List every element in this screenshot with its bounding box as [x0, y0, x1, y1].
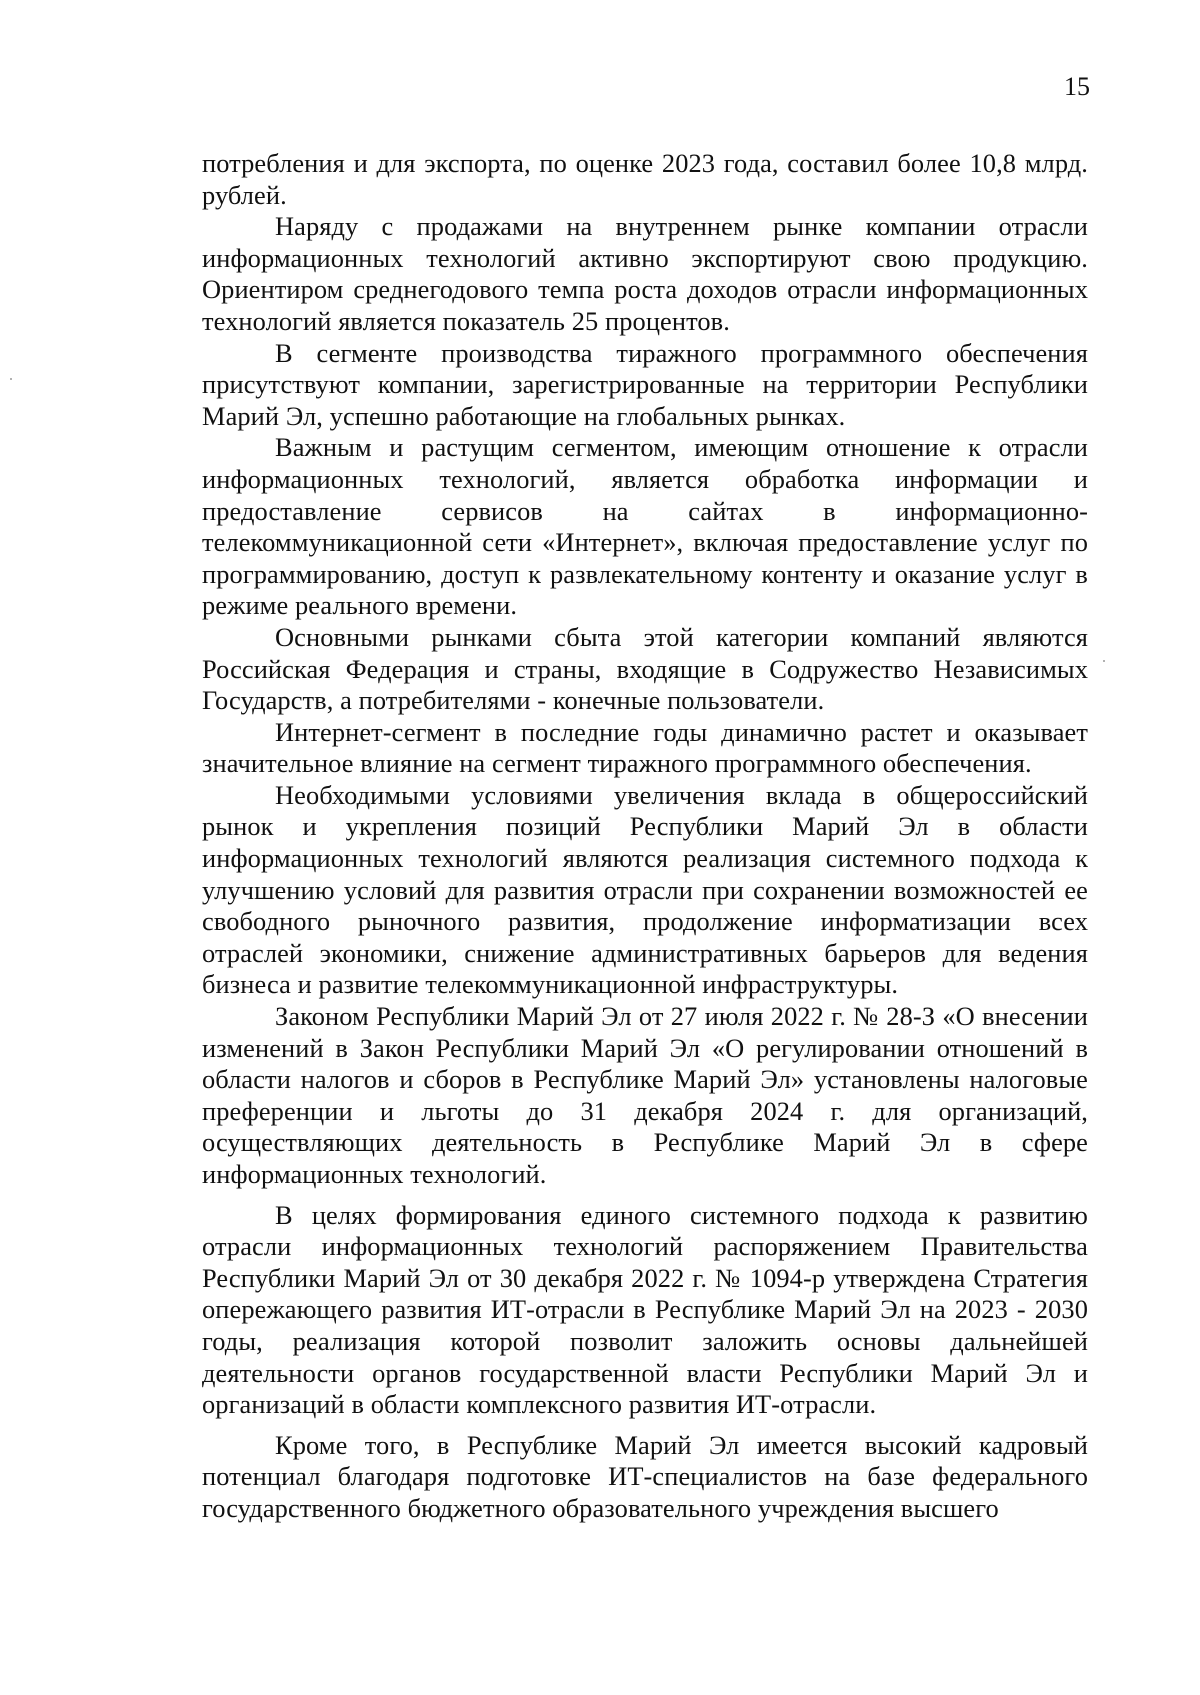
paragraph-software-segment: В сегменте производства тиражного программного обеспечения присутствуют компании, зарегистрированные на территории Республики Марий Эл, успешно работающие на глобальных рынках.: [202, 337, 1088, 431]
page-number: 15: [1064, 72, 1090, 101]
paragraph-internet-segment: Интернет-сегмент в последние годы динамично растет и оказывает значительное влияние на сегмент тиражного программного обеспечения.: [202, 716, 1088, 779]
paragraph-development-conditions: Необходимыми условиями увеличения вклада в общероссийский рынок и укрепления позиций Республики Марий Эл в области информационных технологий являются реализация системного подхода к улучшению условий для развития отрасли при сохранении возможностей ее свободного рыночного развития, продолжение информатизации всех отраслей экономики, снижение административных барьеров для ведения бизнеса и развитие телекоммуникационной инфраструктуры.: [202, 779, 1088, 1000]
paragraph-internet-services: Важным и растущим сегментом, имеющим отношение к отрасли информационных технологий, является обработка информации и предоставление сервисов на сайтах в информационно-телекоммуникационной сети «Интернет», включая предоставление услуг по программированию, доступ к развлекательному контенту и оказание услуг в режиме реального времени.: [202, 432, 1088, 621]
paragraph-export-estimate: потребления и для экспорта, по оценке 2023 года, составил более 10,8 млрд. рублей.: [202, 148, 1088, 210]
paragraph-sales-markets: Основными рынками сбыта этой категории компаний являются Российская Федерация и страны, входящие в Содружество Независимых Государств, а потребителями - конечные пользователи.: [202, 621, 1088, 716]
scan-speck: [10, 378, 12, 380]
paragraph-tax-law: Законом Республики Марий Эл от 27 июля 2022 г. № 28-З «О внесении изменений в Закон Республики Марий Эл «О регулировании отношений в области налогов и сборов в Республике Марий Эл» установлены налоговые преференции и льготы до 31 декабря 2024 г. для организаций, осуществляющих деятельность в Республике Марий Эл в сфере информационных технологий.: [202, 1001, 1088, 1189]
paragraph-human-resources: Кроме того, в Республике Марий Эл имеется высокий кадровый потенциал благодаря подготовке ИТ-специалистов на базе федерального государственного бюджетного образовательного учреждения высшего: [202, 1429, 1088, 1523]
paragraph-it-exports: Наряду с продажами на внутреннем рынке компании отрасли информационных технологий активно экспортируют свою продукцию. Ориентиром среднегодового темпа роста доходов отрасли информационных технологий является показатель 25 процентов.: [202, 211, 1088, 336]
document-body: [202, 148, 1088, 1525]
paragraph-it-strategy: В целях формирования единого системного подхода к развитию отрасли информационных технологий распоряжением Правительства Республики Марий Эл от 30 декабря 2022 г. № 1094-р утверждена Стратегия опережающего развития ИТ-отрасли в Республике Марий Эл на 2023 - 2030 годы, реализация которой позволит заложить основы дальнейшей деятельности органов государственной власти Республики Марий Эл и организаций в области комплексного развития ИТ-отрасли.: [202, 1199, 1088, 1420]
scan-speck: [1103, 660, 1105, 662]
